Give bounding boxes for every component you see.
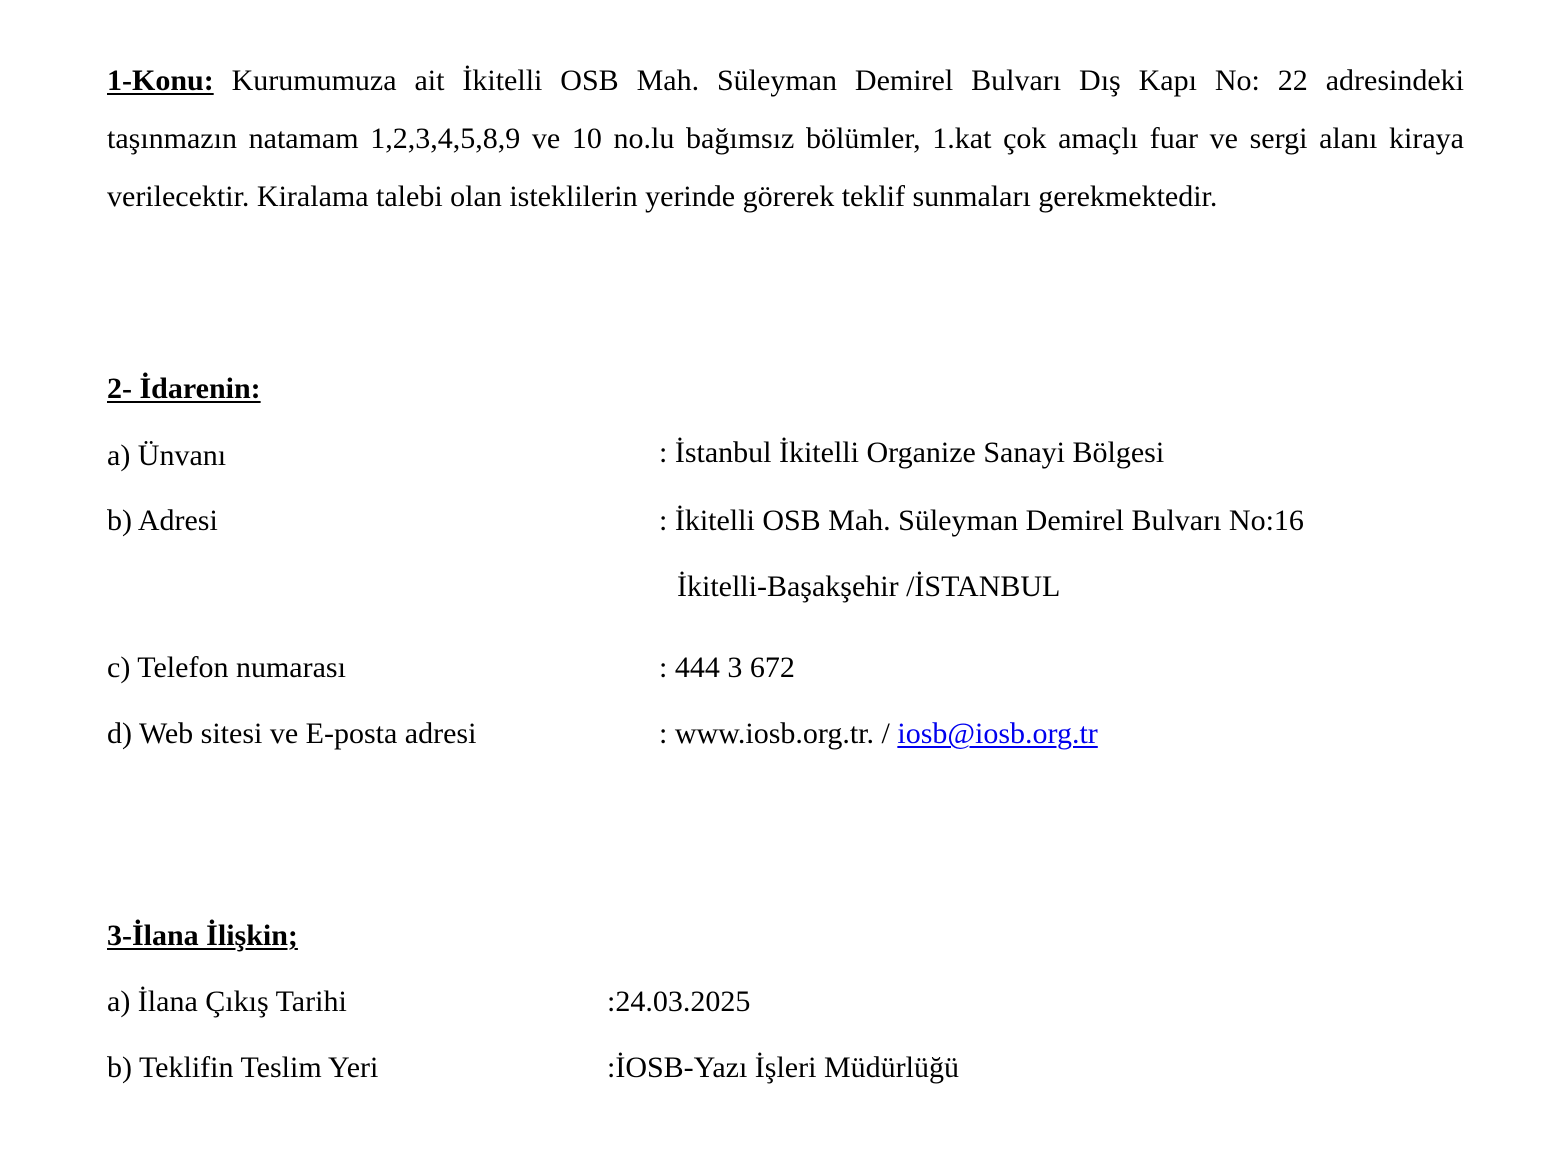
website-text: : www.iosb.org.tr. / — [659, 717, 898, 750]
teslim-yeri-label: b) Teklifin Teslim Yeri — [107, 1051, 379, 1084]
teslim-yeri-value: :İOSB-Yazı İşleri Müdürlüğü — [607, 1051, 959, 1084]
section-3-heading: 3-İlana İlişkin; — [107, 919, 298, 952]
idare-adres-value-line2: İkitelli-Başakşehir /İSTANBUL — [677, 570, 1061, 603]
section-2-heading: 2- İdarenin: — [107, 372, 261, 405]
idare-web-label: d) Web sitesi ve E-posta adresi — [107, 717, 477, 750]
idare-adres-label: b) Adresi — [107, 504, 218, 537]
section-1-paragraph — [107, 52, 1464, 226]
section-1-heading: 1-Konu: — [107, 64, 214, 97]
idare-unvan-label: a) Ünvanı — [107, 439, 227, 472]
email-link[interactable]: iosb@iosb.org.tr — [897, 717, 1098, 750]
idare-adres-value: : İkitelli OSB Mah. Süleyman Demirel Bulvarı No:16 — [659, 504, 1304, 537]
ilan-tarih-label: a) İlana Çıkış Tarihi — [107, 985, 347, 1018]
idare-telefon-label: c) Telefon numarası — [107, 651, 346, 684]
idare-telefon-value: : 444 3 672 — [659, 651, 795, 684]
section-1-text: Kurumumuza ait İkitelli OSB Mah. Süleyman Demirel Bulvarı Dış Kapı No: 22 adresindeki taşınmazın natamam 1,2,3,4,5,8,9 ve 10 no.lu bağımsız bölümler, 1.kat çok amaçlı fuar ve sergi alanı kiraya verilecektir. Kiralama talebi olan isteklilerin yerinde görerek teklif sunmaları gerekmektedir. — [107, 64, 1464, 213]
idare-web-value — [659, 716, 1098, 752]
ilan-tarih-value: :24.03.2025 — [607, 985, 751, 1018]
idare-unvan-value: : İstanbul İkitelli Organize Sanayi Bölgesi — [659, 436, 1165, 469]
